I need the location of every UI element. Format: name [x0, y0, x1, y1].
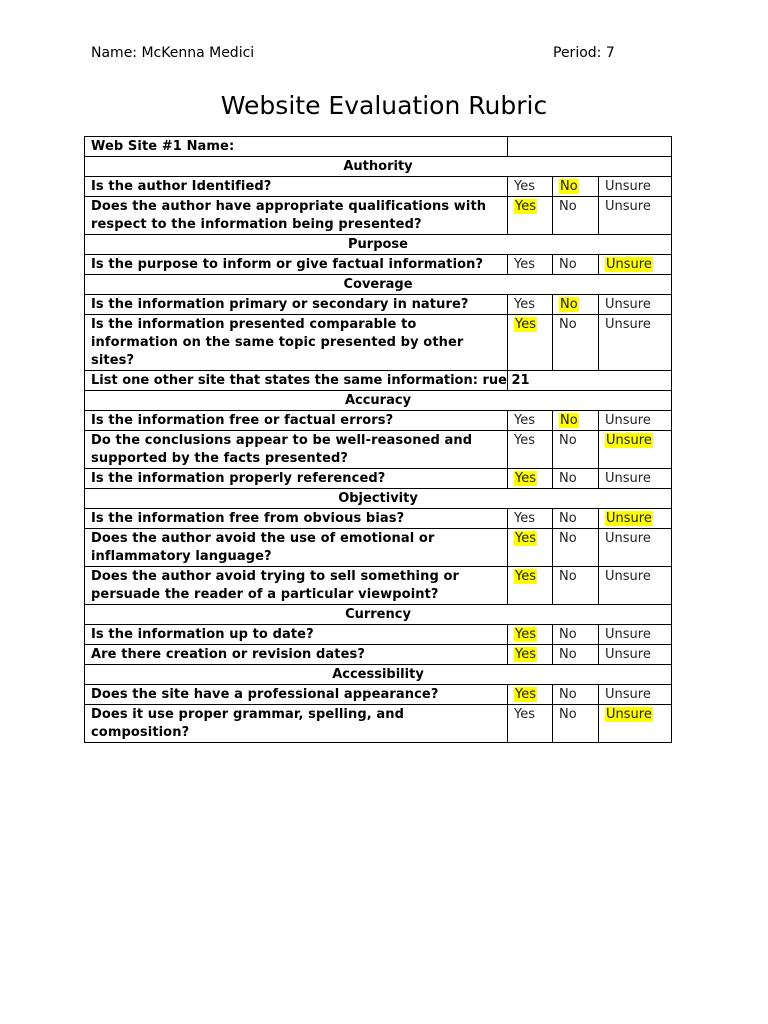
question-text: Is the information free or factual errors?	[85, 411, 508, 431]
answer-cell-yes[interactable]	[508, 177, 553, 197]
question-text: Does the author avoid trying to sell something or persuade the reader of a particular viewpoint?	[85, 567, 508, 605]
selected-answer-yes: Yes	[515, 687, 536, 702]
answer-option-no: No	[559, 511, 577, 526]
section-title: Authority	[85, 157, 672, 177]
answer-option-unsure: Unsure	[605, 297, 651, 312]
question-row	[85, 295, 672, 315]
evaluation-rubric-table	[84, 136, 672, 743]
answer-cell-unsure[interactable]	[599, 625, 672, 645]
answer-cell-no[interactable]	[553, 315, 599, 371]
answer-cell-yes[interactable]	[508, 255, 553, 275]
selected-answer-yes: Yes	[515, 531, 536, 546]
answer-cell-no[interactable]	[553, 509, 599, 529]
question-row	[85, 567, 672, 605]
answer-cell-yes[interactable]	[508, 529, 553, 567]
answer-cell-yes[interactable]	[508, 705, 553, 743]
selected-answer-yes: Yes	[515, 471, 536, 486]
answer-option-yes: Yes	[514, 297, 535, 312]
answer-option-yes: Yes	[514, 511, 535, 526]
question-row	[85, 197, 672, 235]
answer-cell-unsure[interactable]	[599, 431, 672, 469]
answer-cell-yes[interactable]	[508, 295, 553, 315]
question-text: Do the conclusions appear to be well-reasoned and supported by the facts presented?	[85, 431, 508, 469]
answer-option-no: No	[559, 257, 577, 272]
section-header-currency	[85, 605, 672, 625]
section-header-purpose	[85, 235, 672, 255]
answer-option-no: No	[559, 687, 577, 702]
question-text: Does the author avoid the use of emotional or inflammatory language?	[85, 529, 508, 567]
selected-answer-no: No	[560, 413, 578, 428]
answer-option-no: No	[559, 199, 577, 214]
site-name-row	[85, 137, 672, 157]
section-title: Purpose	[85, 235, 672, 255]
answer-cell-unsure[interactable]	[599, 705, 672, 743]
answer-cell-unsure[interactable]	[599, 315, 672, 371]
answer-option-no: No	[559, 627, 577, 642]
question-row	[85, 645, 672, 665]
answer-option-unsure: Unsure	[605, 179, 651, 194]
answer-option-yes: Yes	[514, 707, 535, 722]
selected-answer-unsure: Unsure	[606, 707, 652, 722]
section-header-coverage	[85, 275, 672, 295]
answer-cell-no[interactable]	[553, 197, 599, 235]
answer-cell-yes[interactable]	[508, 469, 553, 489]
rubric-body	[85, 137, 672, 743]
question-text: Is the purpose to inform or give factual information?	[85, 255, 508, 275]
selected-answer-yes: Yes	[515, 627, 536, 642]
question-row	[85, 625, 672, 645]
answer-cell-yes[interactable]	[508, 411, 553, 431]
question-text: Is the information primary or secondary in nature?	[85, 295, 508, 315]
answer-cell-unsure[interactable]	[599, 567, 672, 605]
answer-option-no: No	[559, 433, 577, 448]
answer-cell-no[interactable]	[553, 529, 599, 567]
answer-option-no: No	[559, 317, 577, 332]
answer-cell-no[interactable]	[553, 685, 599, 705]
question-row	[85, 509, 672, 529]
answer-option-no: No	[559, 569, 577, 584]
selected-answer-unsure: Unsure	[606, 511, 652, 526]
section-header-accessibility	[85, 665, 672, 685]
section-title: Coverage	[85, 275, 672, 295]
answer-cell-unsure[interactable]	[599, 645, 672, 665]
answer-cell-unsure[interactable]	[599, 411, 672, 431]
question-text: Is the information presented comparable to information on the same topic presented by other sites?	[85, 315, 508, 371]
answer-option-unsure: Unsure	[605, 531, 651, 546]
answer-option-unsure: Unsure	[605, 569, 651, 584]
question-row	[85, 315, 672, 371]
answer-cell-unsure[interactable]	[599, 255, 672, 275]
section-title: Accuracy	[85, 391, 672, 411]
selected-answer-yes: Yes	[515, 199, 536, 214]
question-row	[85, 255, 672, 275]
answer-cell-yes[interactable]	[508, 645, 553, 665]
answer-cell-yes[interactable]	[508, 567, 553, 605]
answer-option-unsure: Unsure	[605, 471, 651, 486]
question-row	[85, 177, 672, 197]
answer-cell-unsure[interactable]	[599, 469, 672, 489]
question-row	[85, 705, 672, 743]
answer-cell-yes[interactable]	[508, 685, 553, 705]
answer-option-no: No	[559, 707, 577, 722]
question-text: Is the information free from obvious bias?	[85, 509, 508, 529]
answer-option-no: No	[559, 531, 577, 546]
selected-answer-unsure: Unsure	[606, 257, 652, 272]
student-name: Name: McKenna Medici	[91, 45, 255, 61]
answer-cell-no[interactable]	[553, 411, 599, 431]
question-text: Is the information properly referenced?	[85, 469, 508, 489]
site-name-value[interactable]	[508, 137, 672, 157]
question-row	[85, 685, 672, 705]
selected-answer-no: No	[560, 297, 578, 312]
answer-option-unsure: Unsure	[605, 413, 651, 428]
question-text: Does the author have appropriate qualifications with respect to the information being presented?	[85, 197, 508, 235]
selected-answer-yes: Yes	[515, 647, 536, 662]
selected-answer-yes: Yes	[515, 569, 536, 584]
answer-cell-yes[interactable]	[508, 431, 553, 469]
section-title: Objectivity	[85, 489, 672, 509]
answer-cell-yes[interactable]	[508, 509, 553, 529]
answer-option-no: No	[559, 471, 577, 486]
answer-cell-unsure[interactable]	[599, 177, 672, 197]
answer-cell-no[interactable]	[553, 431, 599, 469]
question-text: Does it use proper grammar, spelling, and composition?	[85, 705, 508, 743]
answer-cell-yes[interactable]	[508, 315, 553, 371]
answer-option-yes: Yes	[514, 413, 535, 428]
answer-option-unsure: Unsure	[605, 647, 651, 662]
answer-option-yes: Yes	[514, 257, 535, 272]
question-row	[85, 529, 672, 567]
question-text: Does the site have a professional appearance?	[85, 685, 508, 705]
other-site-note-blank	[508, 371, 672, 391]
answer-option-unsure: Unsure	[605, 687, 651, 702]
answer-cell-no[interactable]	[553, 295, 599, 315]
answer-cell-yes[interactable]	[508, 197, 553, 235]
answer-option-yes: Yes	[514, 433, 535, 448]
class-period: Period: 7	[553, 45, 615, 61]
answer-cell-no[interactable]	[553, 469, 599, 489]
answer-option-unsure: Unsure	[605, 627, 651, 642]
section-title: Accessibility	[85, 665, 672, 685]
selected-answer-unsure: Unsure	[606, 433, 652, 448]
answer-cell-yes[interactable]	[508, 625, 553, 645]
answer-cell-unsure[interactable]	[599, 295, 672, 315]
question-text: Is the information up to date?	[85, 625, 508, 645]
question-row	[85, 431, 672, 469]
question-text: Is the author Identified?	[85, 177, 508, 197]
section-title: Currency	[85, 605, 672, 625]
section-header-authority	[85, 157, 672, 177]
answer-cell-no[interactable]	[553, 567, 599, 605]
selected-answer-yes: Yes	[515, 317, 536, 332]
answer-cell-no[interactable]	[553, 625, 599, 645]
answer-cell-no[interactable]	[553, 705, 599, 743]
question-row	[85, 411, 672, 431]
answer-option-no: No	[559, 647, 577, 662]
answer-option-unsure: Unsure	[605, 199, 651, 214]
answer-cell-no[interactable]	[553, 177, 599, 197]
answer-option-yes: Yes	[514, 179, 535, 194]
question-row	[85, 469, 672, 489]
other-site-note: List one other site that states the same information: rue 21	[85, 371, 508, 391]
answer-cell-unsure[interactable]	[599, 197, 672, 235]
question-text: Are there creation or revision dates?	[85, 645, 508, 665]
answer-cell-unsure[interactable]	[599, 685, 672, 705]
answer-cell-unsure[interactable]	[599, 529, 672, 567]
answer-cell-unsure[interactable]	[599, 509, 672, 529]
section-header-objectivity	[85, 489, 672, 509]
answer-cell-no[interactable]	[553, 255, 599, 275]
answer-cell-no[interactable]	[553, 645, 599, 665]
selected-answer-no: No	[560, 179, 578, 194]
site-name-label: Web Site #1 Name:	[85, 137, 508, 157]
other-site-row	[85, 371, 672, 391]
section-header-accuracy	[85, 391, 672, 411]
answer-option-unsure: Unsure	[605, 317, 651, 332]
page-title: Website Evaluation Rubric	[220, 91, 548, 120]
